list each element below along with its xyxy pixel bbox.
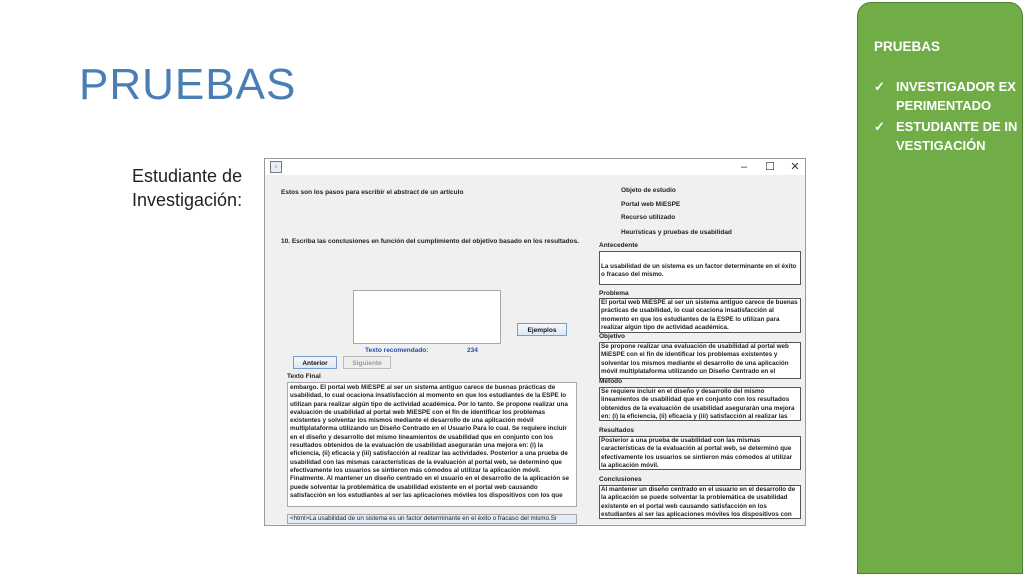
green-sidebar [857, 2, 1023, 574]
next-button[interactable]: Siguiente [343, 356, 391, 369]
sidebar-title: PRUEBAS [874, 39, 941, 54]
subtitle-line-2: Investigación: [132, 190, 243, 210]
previous-button[interactable]: Anterior [293, 356, 337, 369]
check-icon: ✓ [874, 119, 885, 134]
section-box-conclusiones[interactable]: Al mantener un diseño centrado en el usuario en el desarrollo de la aplicación se puede solventar la problemática de usabilidad existente en el portal web causando satisfacción en los estudiantes al ser las aplicaciones móviles los dispositivos con [599, 485, 801, 519]
html-preview-field[interactable]: <html>La usabilidad de un sistema es un factor determinante en el éxito o fracaso del mismo.Si [287, 514, 577, 524]
intro-text: Estos son los pasos para escribir el abstract de un artículo [281, 189, 464, 196]
check-icon: ✓ [874, 79, 885, 94]
recommended-label: Texto recomendado: [365, 347, 429, 354]
subtitle-line-1: Estudiante de [132, 166, 243, 186]
section-label-objetivo: Objetivo [599, 333, 626, 340]
recommended-value: 234 [467, 347, 478, 354]
sidebar-item-label: INVESTIGADOR EXPERIMENTADO [896, 79, 1016, 113]
title-bar [265, 159, 805, 175]
slide-subtitle [132, 164, 252, 212]
sidebar-list [874, 77, 1022, 155]
section-label-antecedente: Antecedente [599, 242, 639, 249]
section-box-problema[interactable]: El portal web MiESPE al ser un sistema antiguo carece de buenas prácticas de usabilidad, lo cual ocaciona insatisfacción al momento en que los estudiantes de la ESPE lo utilizan para realizar algún tipo de actividad académica. [599, 298, 801, 333]
section-box-metodo[interactable]: Se requiere incluir en el diseño y desarrollo del mismo lineamientos de usabilidad que en conjunto con los resultados obtenidos de la evaluación de usabilidad asegurarán una mejora en: (i) la eficiencia, (ii) eficacia y (iii) satisfacción al realizar las [599, 387, 801, 421]
section-box-resultados[interactable]: Posterior a una prueba de usabilidad con las mismas características de la evaluación al portal web, se determinó que efectivamente los usuarios se sintieron más cómodos al utilizar la aplicación móvil. [599, 436, 801, 470]
sidebar-item-investigador [874, 77, 1022, 115]
section-box-antecedente[interactable]: La usabilidad de un sistema es un factor determinante en el éxito o fracaso del mismo. [599, 251, 801, 285]
sidebar-item-label: ESTUDIANTE DE INVESTIGACIÓN [896, 119, 1018, 153]
summary-portal: Portal web MiESPE [621, 201, 681, 208]
answer-textarea[interactable] [353, 290, 501, 344]
section-label-metodo: Método [599, 378, 623, 385]
summary-recurso: Recurso utilizado [621, 214, 676, 221]
step-instruction: 10. Escriba las conclusiones en función del cumplimiento del objetivo basado en los resultados. [281, 238, 579, 245]
section-label-conclusiones: Conclusiones [599, 476, 642, 483]
maximize-button[interactable]: ☐ [765, 161, 775, 173]
examples-button[interactable]: Ejemplos [517, 323, 567, 336]
section-label-problema: Problema [599, 290, 629, 297]
final-text-area[interactable]: embargo. El portal web MiESPE al ser un sistema antiguo carece de buenas prácticas de usabilidad, lo cual ocaciona insatisfacción al momento en que los estudiantes de la ESPE lo utilizan para realizar algún tipo de actividad académica. Por lo tanto. Se propone realizar una evaluación de usabilidad al portal web MiESPE con el fin de identificar los problemas existentes y solventar los mismos mediante el desarrollo de una aplicación móvil multiplataforma utilizando un Diseño Centrado en el Usuario Para lo cual. Se requiere incluir en el diseño y desarrollo del mismo lineamientos de usabilidad que en conjunto con los resultados obtenidos de la evaluación de usabilidad asegurarán una mejora en: (i) la eficiencia, (ii) eficacia y (iii) satisfacción al realizar las actividades. Posterior a una prueba de usabilidad con las mismas características de la evaluación al portal web, se determinó que efectivamente los usuarios se sintieron más cómodos al utilizar la aplicación móvil. Finalmente. Al mantener un diseño centrado en el usuario en el desarrollo de la aplicación se puede solventar la problemática de usabilidad existente en el portal web causando satisfacción en los estudiantes al ser las aplicaciones móviles los dispositivos con los que [287, 382, 577, 507]
minimize-button[interactable]: – [740, 161, 748, 173]
section-label-resultados: Resultados [599, 427, 635, 434]
slide-title: PRUEBAS [79, 60, 297, 109]
close-button[interactable]: ✕ [790, 161, 800, 173]
sidebar-item-estudiante [874, 117, 1022, 155]
app-window [264, 158, 806, 526]
summary-objeto: Objeto de estudio [621, 187, 676, 194]
summary-heuristicas: Heurísticas y pruebas de usabilidad [621, 229, 732, 236]
app-icon: ◦ [270, 161, 282, 173]
final-text-label: Texto Final [287, 373, 321, 380]
section-box-objetivo[interactable]: Se propone realizar una evaluación de usabilidad al portal web MiESPE con el fin de identificar los problemas existentes y solventar los mismos mediante el desarrollo de una aplicación móvil multiplataforma utilizando un Diseño Centrado en el [599, 342, 801, 379]
